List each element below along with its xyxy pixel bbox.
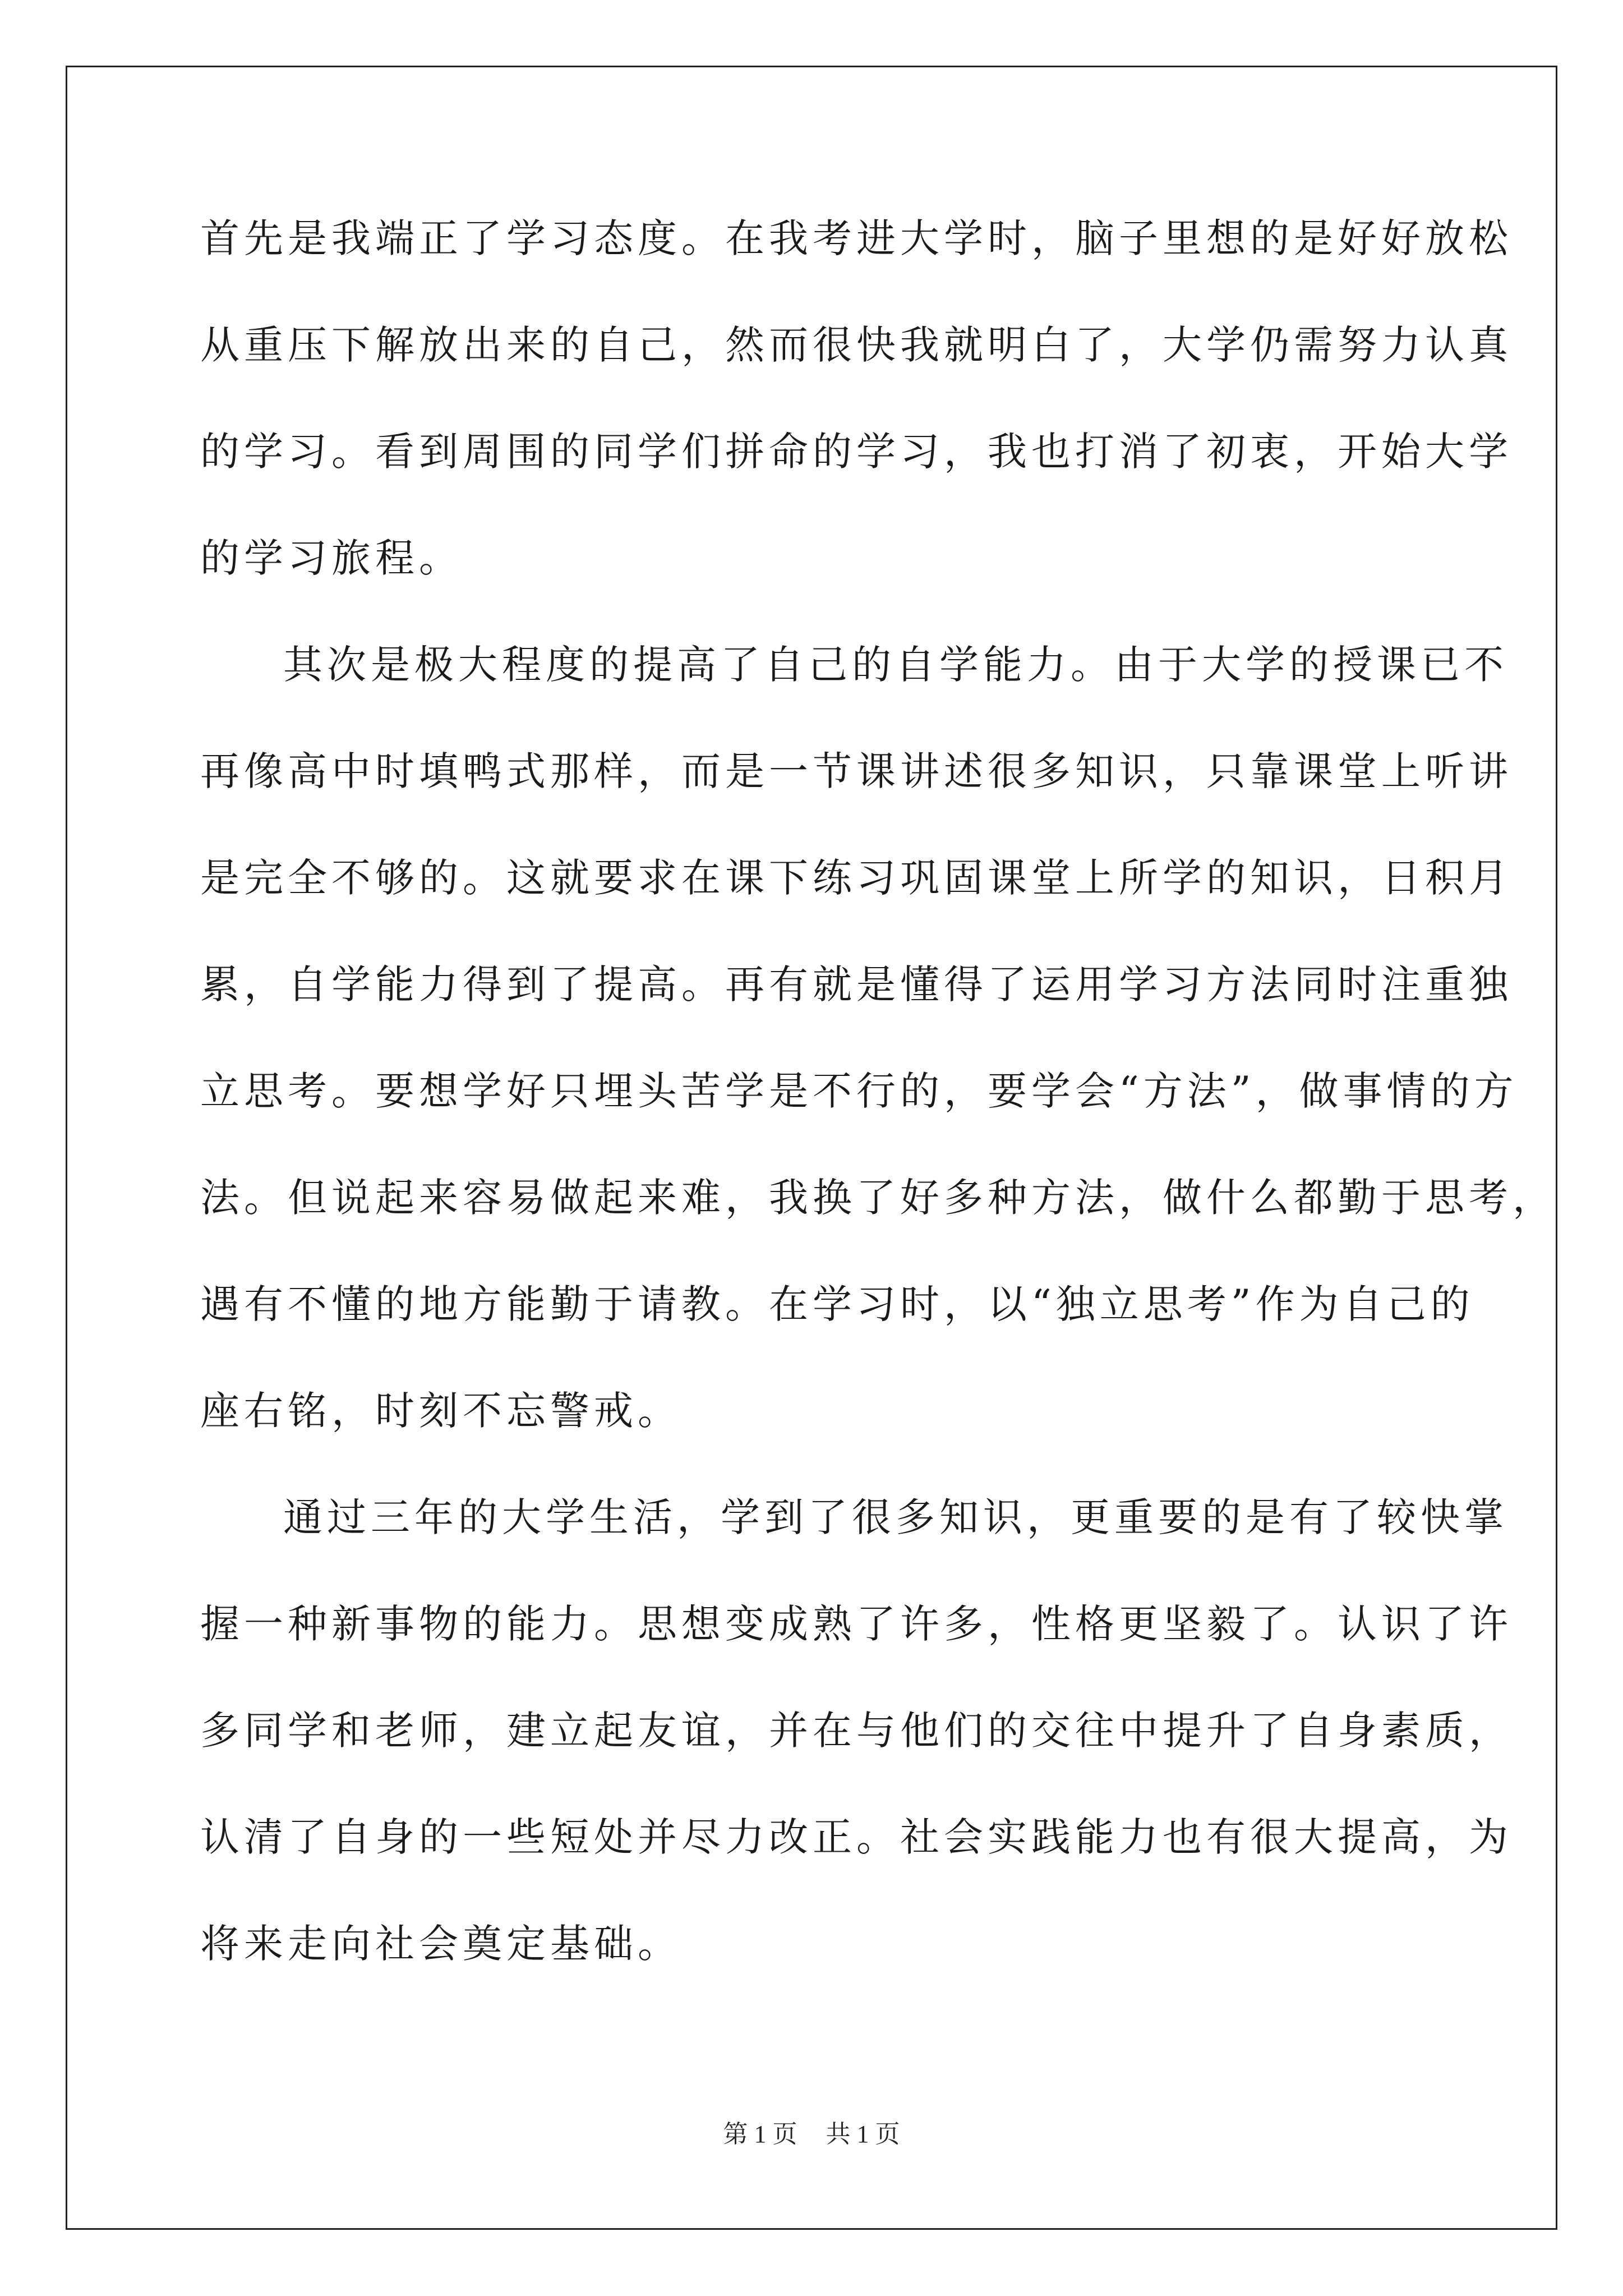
document-body <box>200 185 1556 1997</box>
text-line: 首先是我端正了学习态度。在我考进大学时，脑子里想的是好好放松 <box>200 215 1513 261</box>
text-line: 座右铭，时刻不忘警戒。 <box>200 1388 681 1434</box>
page-total: 共 1 页 <box>826 2120 900 2148</box>
text-line: 法。但说起来容易做起来难，我换了好多种方法，做什么都勤于思考， <box>200 1175 1556 1221</box>
text-line: 将来走向社会奠定基础。 <box>200 1921 681 1967</box>
text-line: 的学习旅程。 <box>200 535 463 581</box>
text-line: 立思考。要想学好只埋头苦学是不行的，要学会“方法”，做事情的方 <box>200 1068 1518 1114</box>
text-line: 遇有不懂的地方能勤于请教。在学习时，以“独立思考”作为自己的 <box>200 1281 1474 1327</box>
text-line: 再像高中时填鸭式那样，而是一节课讲述很多知识，只靠课堂上听讲 <box>200 748 1513 794</box>
text-line: 的学习。看到周围的同学们拼命的学习，我也打消了初衷，开始大学 <box>200 429 1513 475</box>
text-line: 从重压下解放出来的自己，然而很快我就明白了，大学仍需努力认真 <box>200 322 1513 368</box>
text-line: 累，自学能力得到了提高。再有就是懂得了运用学习方法同时注重独 <box>200 961 1513 1007</box>
text-line: 认清了自身的一些短处并尽力改正。社会实践能力也有很大提高，为 <box>200 1814 1513 1860</box>
text-line: 其次是极大程度的提高了自己的自学能力。由于大学的授课已不 <box>283 642 1508 688</box>
page-footer <box>0 2118 1623 2151</box>
page-number: 第 1 页 <box>723 2120 797 2148</box>
text-line: 握一种新事物的能力。思想变成熟了许多，性格更坚毅了。认识了许 <box>200 1601 1513 1647</box>
text-line: 是完全不够的。这就要求在课下练习巩固课堂上所学的知识，日积月 <box>200 855 1513 901</box>
text-line: 通过三年的大学生活，学到了很多知识，更重要的是有了较快掌 <box>283 1494 1508 1540</box>
text-line: 多同学和老师，建立起友谊，并在与他们的交往中提升了自身素质， <box>200 1708 1513 1754</box>
